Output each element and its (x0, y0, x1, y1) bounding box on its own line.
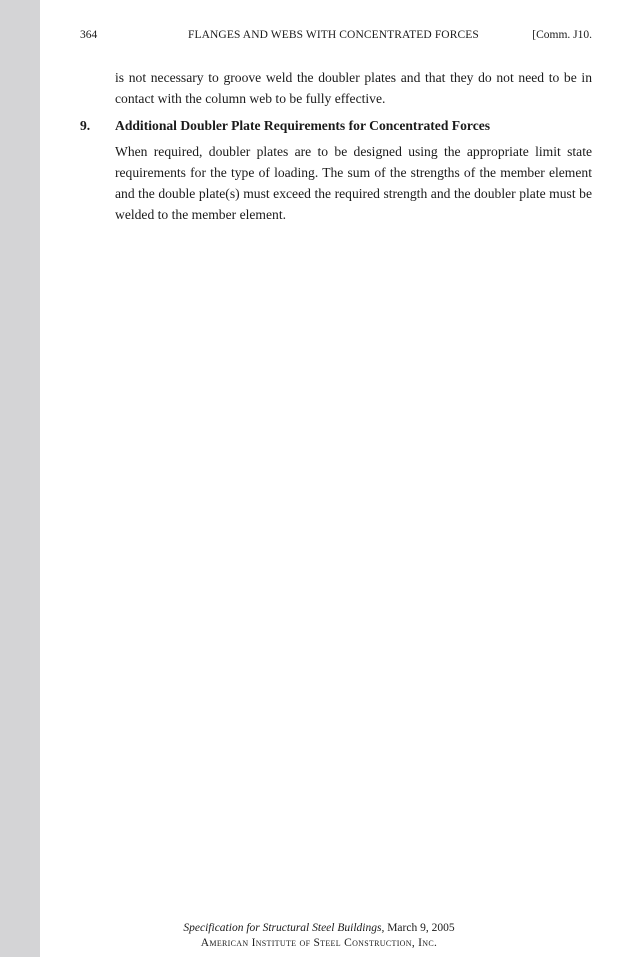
continued-paragraph: is not necessary to groove weld the doubler plates and that they do not need to be in contact with the column web to be fully effective. (115, 70, 592, 106)
page-footer (0, 921, 638, 951)
publication-date: March 9, 2005 (384, 922, 455, 934)
running-title: FLANGES AND WEBS WITH CONCENTRATED FORCES (188, 29, 479, 41)
section-number: 9. (80, 118, 91, 133)
running-header (80, 27, 592, 43)
publication-title: Specification for Structural Steel Buildings, (183, 922, 385, 934)
section-title: Additional Doubler Plate Requirements for Concentrated Forces (115, 118, 491, 133)
publisher-name: American Institute of Steel Construction, Inc. (200, 937, 438, 949)
footer-publication-line (0, 921, 638, 936)
section-reference: [Comm. J10. (532, 29, 592, 41)
page-number: 364 (80, 29, 98, 41)
page-gutter (0, 0, 40, 957)
section-paragraph: When required, doubler plates are to be designed using the appropriate limit state requirements for the type of loading. The sum of the strengths of the member element and the double plate(s) must exceed the required strength and the doubler plate must be welded to the member element. (115, 144, 592, 222)
